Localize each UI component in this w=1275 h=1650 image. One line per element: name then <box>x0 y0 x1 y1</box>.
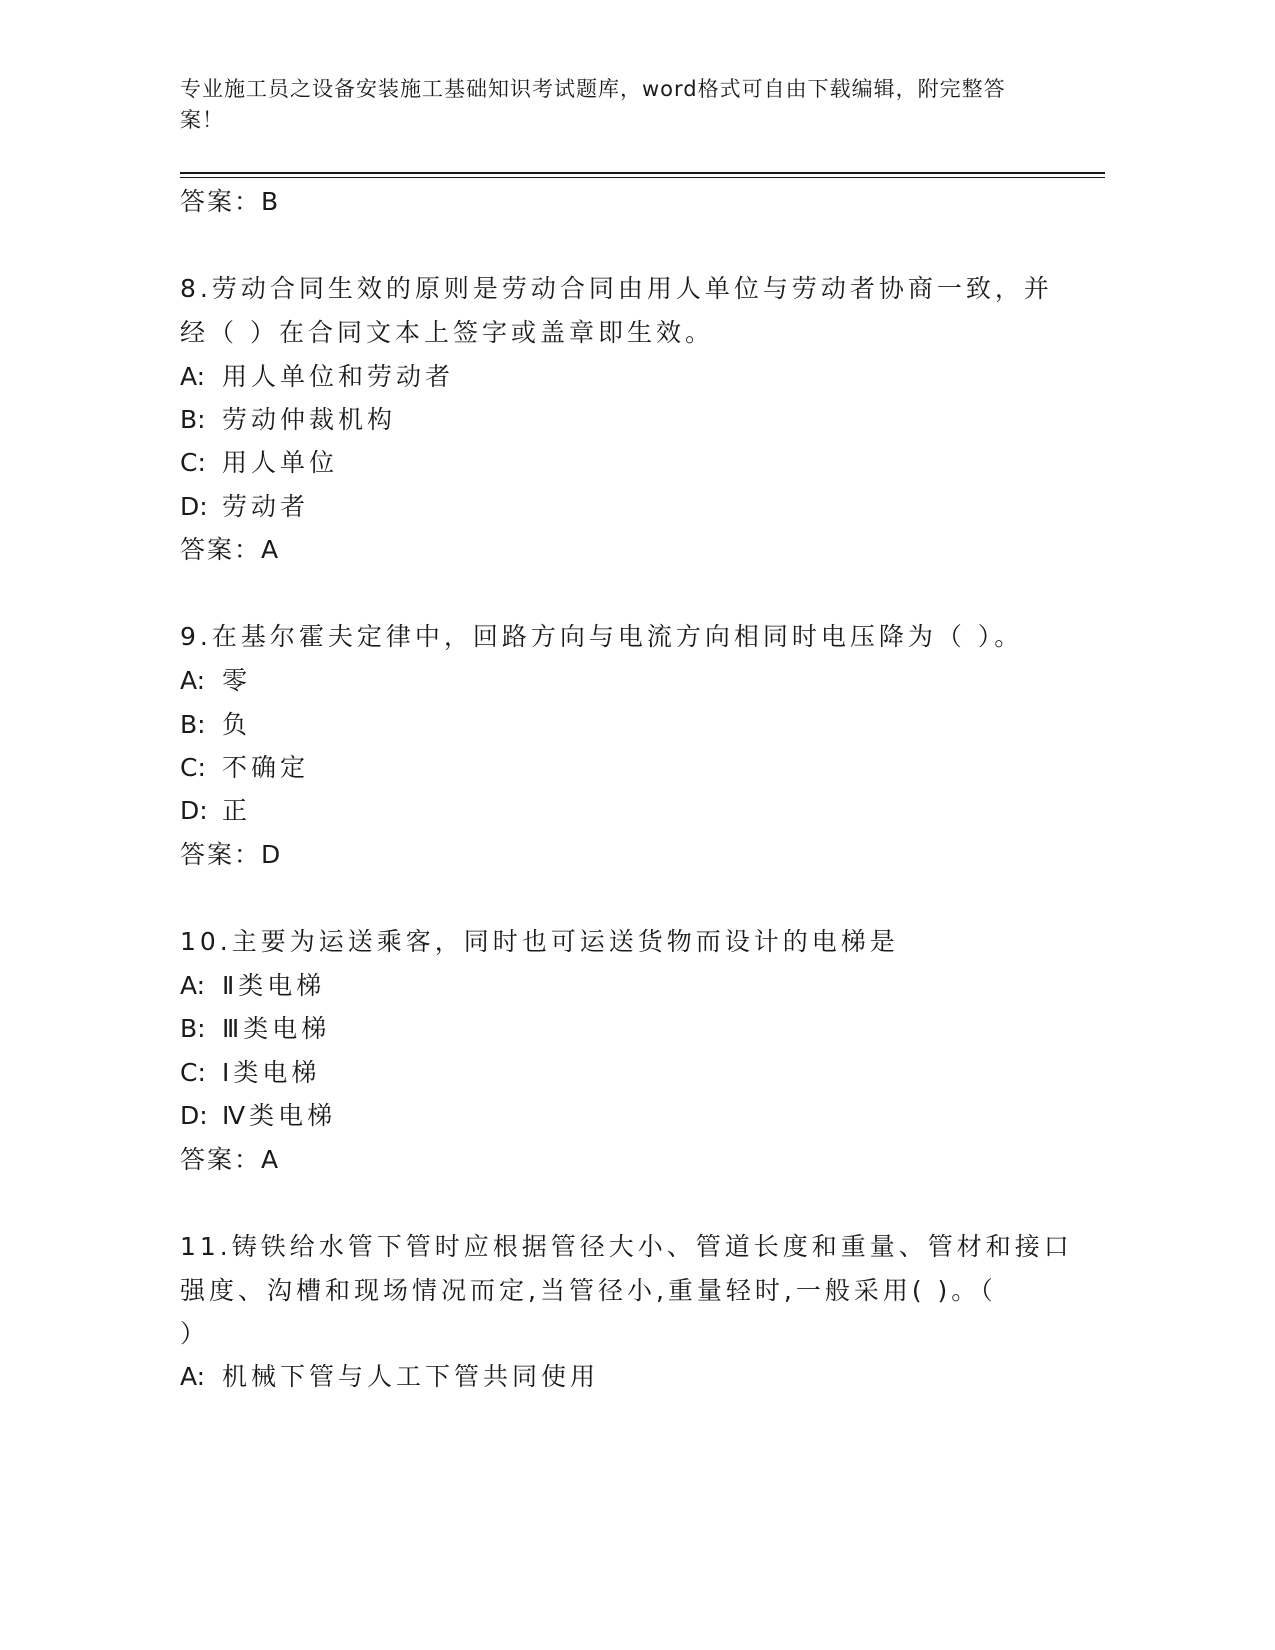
option-text: Ⅲ类电梯 <box>222 1014 331 1043</box>
option-letter: B: <box>180 1014 206 1043</box>
option-text: 负 <box>222 710 252 739</box>
option-letter: B: <box>180 710 206 739</box>
option-text: 劳动者 <box>222 492 310 521</box>
question-8-text-line-2: 经（ ）在合同文本上签字或盖章即生效。 <box>180 318 714 347</box>
question-9-text-line-1: 9.在基尔霍夫定律中，回路方向与电流方向相同时电压降为（ ）。 <box>180 622 1024 651</box>
question-11-text-line-3: ） <box>180 1319 210 1348</box>
question-8-option-b <box>180 405 396 435</box>
question-8-option-a <box>180 362 454 392</box>
option-letter: C: <box>180 1058 206 1087</box>
question-11-text-line-2: 强度、沟槽和现场情况而定,当管径小,重量轻时,一般采用( )。（ <box>180 1276 997 1305</box>
option-letter: A: <box>180 971 206 1000</box>
question-10-option-b <box>180 1014 330 1044</box>
header-divider-thick <box>180 172 1105 174</box>
header-divider-thin <box>180 177 1105 178</box>
question-11-option-a <box>180 1362 599 1392</box>
question-9-option-a <box>180 666 251 696</box>
option-letter: D: <box>180 796 208 825</box>
question-11-text-line-1: 11.铸铁给水管下管时应根据管径大小、管道长度和重量、管材和接口 <box>180 1232 1073 1261</box>
question-10-answer: 答案：A <box>180 1145 281 1174</box>
option-letter: A: <box>180 362 206 391</box>
question-10-option-a <box>180 971 325 1001</box>
option-letter: A: <box>180 666 206 695</box>
answer-previous: 答案：B <box>180 187 281 216</box>
option-text: 不确定 <box>222 753 310 782</box>
question-8-option-d <box>180 492 309 522</box>
option-letter: A: <box>180 1362 206 1391</box>
option-text: 劳动仲裁机构 <box>222 405 397 434</box>
option-text: 正 <box>222 796 252 825</box>
option-text: 机械下管与人工下管共同使用 <box>222 1362 600 1391</box>
question-9-option-b <box>180 710 251 740</box>
question-9-answer: 答案：D <box>180 840 283 869</box>
option-letter: D: <box>180 492 208 521</box>
document-header: 专业施工员之设备安装施工基础知识考试题库，word格式可自由下载编辑，附完整答案！ <box>180 77 1006 132</box>
option-text: 用人单位 <box>222 448 339 477</box>
question-9-option-d <box>180 796 251 826</box>
option-text: Ⅱ类电梯 <box>222 971 326 1000</box>
question-10-option-d <box>180 1101 336 1131</box>
option-text: Ⅰ类电梯 <box>222 1058 321 1087</box>
question-10-option-c <box>180 1058 320 1088</box>
option-letter: B: <box>180 405 206 434</box>
question-9-option-c <box>180 753 309 783</box>
option-text: 零 <box>222 666 252 695</box>
option-letter: C: <box>180 753 206 782</box>
option-letter: D: <box>180 1101 208 1130</box>
question-8-answer: 答案：A <box>180 535 281 564</box>
option-text: 用人单位和劳动者 <box>222 362 455 391</box>
question-8-option-c <box>180 448 338 478</box>
question-8-text-line-1: 8.劳动合同生效的原则是劳动合同由用人单位与劳动者协商一致，并 <box>180 274 1053 303</box>
option-text: Ⅳ类电梯 <box>222 1101 337 1130</box>
option-letter: C: <box>180 448 206 477</box>
question-10-text-line-1: 10.主要为运送乘客，同时也可运送货物而设计的电梯是 <box>180 927 899 956</box>
